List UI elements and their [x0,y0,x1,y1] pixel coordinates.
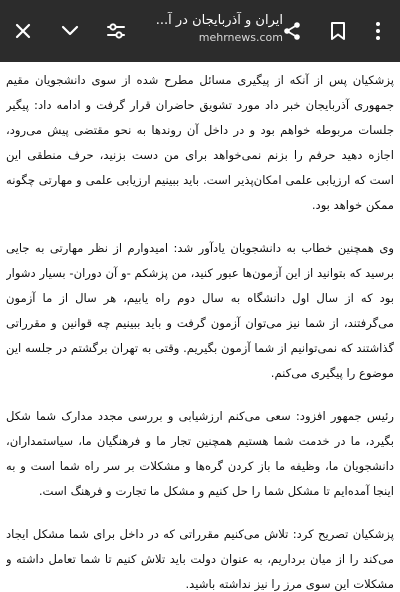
article-paragraph: رئیس جمهور افزود: سعی می‌کنم ارزشیابی و بررسی مجدد مدارک شما شکل بگیرد، ما در خدمت شما هستیم همچنین تجار ما و فرهنگیان ما، سیاستمداران، دانشجویان ما، وظیفه ما باز کردن گره‌ها و مشکلات بر سر راه شما است و به اینجا آمده‌ایم تا مشکل شما را حل کنیم و مشکل ما تجارت و فرهنگ است. [6,409,394,498]
page-settings-icon[interactable] [102,17,130,45]
share-icon[interactable] [278,17,306,45]
article-paragraph: پزشکیان پس از آنکه از پیگیری مسائل مطرح شده از سوی دانشجویان مقیم جمهوری آذربایجان خبر داد مورد تشویق حاضران قرار گرفت و ادامه داد: پیگیر جلسات مربوطه خواهم بود و در داخل آن روندها به نحو مقتضی پیش می‌رود، اجازه دهید حرفم را بزنم نمی‌خواهد برای من دست بزنید، حرف منطقی این است که ارزیابی علمی امکان‌پذیر است. باید ببینیم ارزیابی علمی و مهارتی چگونه ممکن خواهد بود. [6,73,394,212]
close-icon[interactable] [9,17,37,45]
article-paragraph: پزشکیان تصریح کرد: تلاش می‌کنیم مقرراتی که در داخل برای شما مشکل ایجاد می‌کند را از میان برداریم، به عنوان دولت باید تلاش کنیم تا شما تعامل داشته و مشکلات این سوی مرز را نیز نداشته باشید. [6,527,394,591]
page-title-block [135,12,283,52]
page-title: ایران و آذربایجان در آ... [155,13,283,28]
article-paragraph: وی همچنین خطاب به دانشجویان یادآور شد: امیدوارم از نظر مهارتی به جایی برسید که بتوانید از این آزمون‌ها عبور کنید، من پزشکم -و آن دوران- بسیار دشوار بود که از سال اول دانشگاه به سال دوم راه یابیم، هر سال از ما آزمون می‌گرفتند، از شما نیز می‌توان آزمون گرفت و باید ببینیم چه قوانین و مقرراتی گذاشتند که نمی‌توانیم از شما آزمون بگیریم. وقتی به تهران برگشتم در جلسه این موضوع را پیگیری می‌کنم. [6,241,394,380]
custom-tab-toolbar [0,0,400,62]
article-body [6,62,394,592]
more-vert-icon[interactable] [364,17,392,45]
page-url: mehrnews.com [198,31,283,44]
bookmark-icon[interactable] [324,17,352,45]
chevron-down-icon[interactable] [56,17,84,45]
